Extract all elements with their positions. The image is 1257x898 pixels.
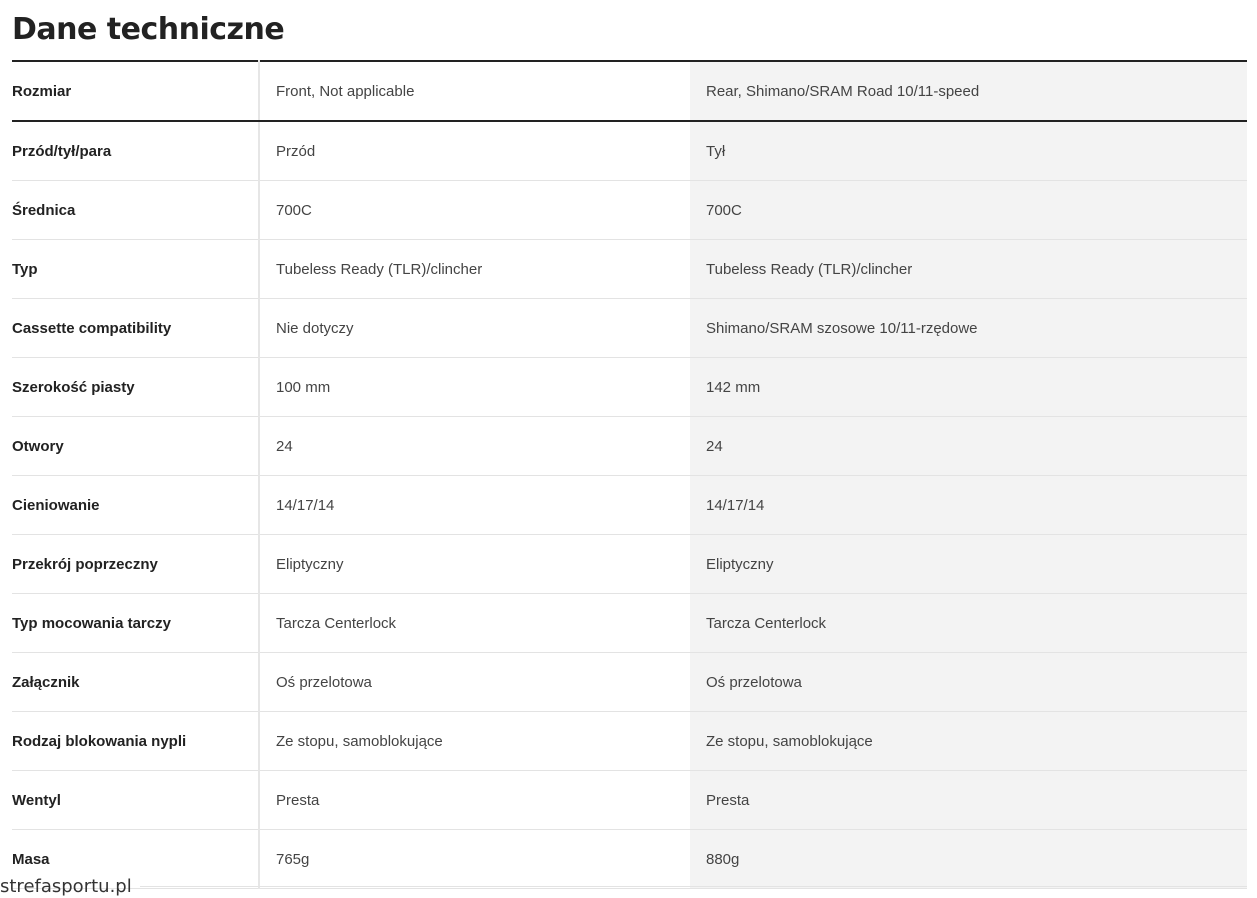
spec-label: Wentyl <box>12 771 259 830</box>
spec-label: Masa <box>12 830 259 889</box>
spec-label: Przekrój poprzeczny <box>12 535 259 594</box>
front-value: 765g <box>259 830 690 889</box>
rear-value: 142 mm <box>690 358 1247 417</box>
table-row <box>12 417 1247 476</box>
watermark: strefasportu.pl <box>0 876 132 897</box>
spec-label: Rodzaj blokowania nypli <box>12 712 259 771</box>
front-value: Tubeless Ready (TLR)/clincher <box>259 240 690 299</box>
table-row <box>12 594 1247 653</box>
spec-label: Cieniowanie <box>12 476 259 535</box>
spec-label: Szerokość piasty <box>12 358 259 417</box>
front-value: Nie dotyczy <box>259 299 690 358</box>
rear-value: Presta <box>690 771 1247 830</box>
page-title: Dane techniczne <box>12 12 285 47</box>
table-row <box>12 240 1247 299</box>
front-value: 700C <box>259 181 690 240</box>
front-value: 100 mm <box>259 358 690 417</box>
front-value: Front, Not applicable <box>259 61 690 121</box>
rear-value: 880g <box>690 830 1247 889</box>
table-row <box>12 771 1247 830</box>
spec-label: Przód/tył/para <box>12 121 259 181</box>
spec-label: Średnica <box>12 181 259 240</box>
spec-label: Typ <box>12 240 259 299</box>
table-row <box>12 830 1247 889</box>
table-row <box>12 653 1247 712</box>
rear-value: 700C <box>690 181 1247 240</box>
table-row <box>12 712 1247 771</box>
table-row <box>12 299 1247 358</box>
table-row <box>12 181 1247 240</box>
rear-value: Tył <box>690 121 1247 181</box>
rear-value: Eliptyczny <box>690 535 1247 594</box>
rear-value: Oś przelotowa <box>690 653 1247 712</box>
rear-value: 14/17/14 <box>690 476 1247 535</box>
spec-table <box>12 60 1247 889</box>
spec-label: Cassette compatibility <box>12 299 259 358</box>
front-value: Eliptyczny <box>259 535 690 594</box>
spec-label: Otwory <box>12 417 259 476</box>
rear-value: Tarcza Centerlock <box>690 594 1247 653</box>
spec-label: Załącznik <box>12 653 259 712</box>
table-header-row <box>12 61 1247 121</box>
rear-value: Shimano/SRAM szosowe 10/11-rzędowe <box>690 299 1247 358</box>
table-row <box>12 358 1247 417</box>
front-value: Przód <box>259 121 690 181</box>
front-value: 14/17/14 <box>259 476 690 535</box>
front-value: Tarcza Centerlock <box>259 594 690 653</box>
front-value: 24 <box>259 417 690 476</box>
table-row <box>12 121 1247 181</box>
spec-label: Rozmiar <box>12 61 259 121</box>
front-value: Presta <box>259 771 690 830</box>
spec-label: Typ mocowania tarczy <box>12 594 259 653</box>
front-value: Oś przelotowa <box>259 653 690 712</box>
rear-value: Rear, Shimano/SRAM Road 10/11-speed <box>690 61 1247 121</box>
divider <box>140 886 1247 887</box>
rear-value: 24 <box>690 417 1247 476</box>
rear-value: Ze stopu, samoblokujące <box>690 712 1247 771</box>
front-value: Ze stopu, samoblokujące <box>259 712 690 771</box>
table-row <box>12 476 1247 535</box>
table-row <box>12 535 1247 594</box>
rear-value: Tubeless Ready (TLR)/clincher <box>690 240 1247 299</box>
